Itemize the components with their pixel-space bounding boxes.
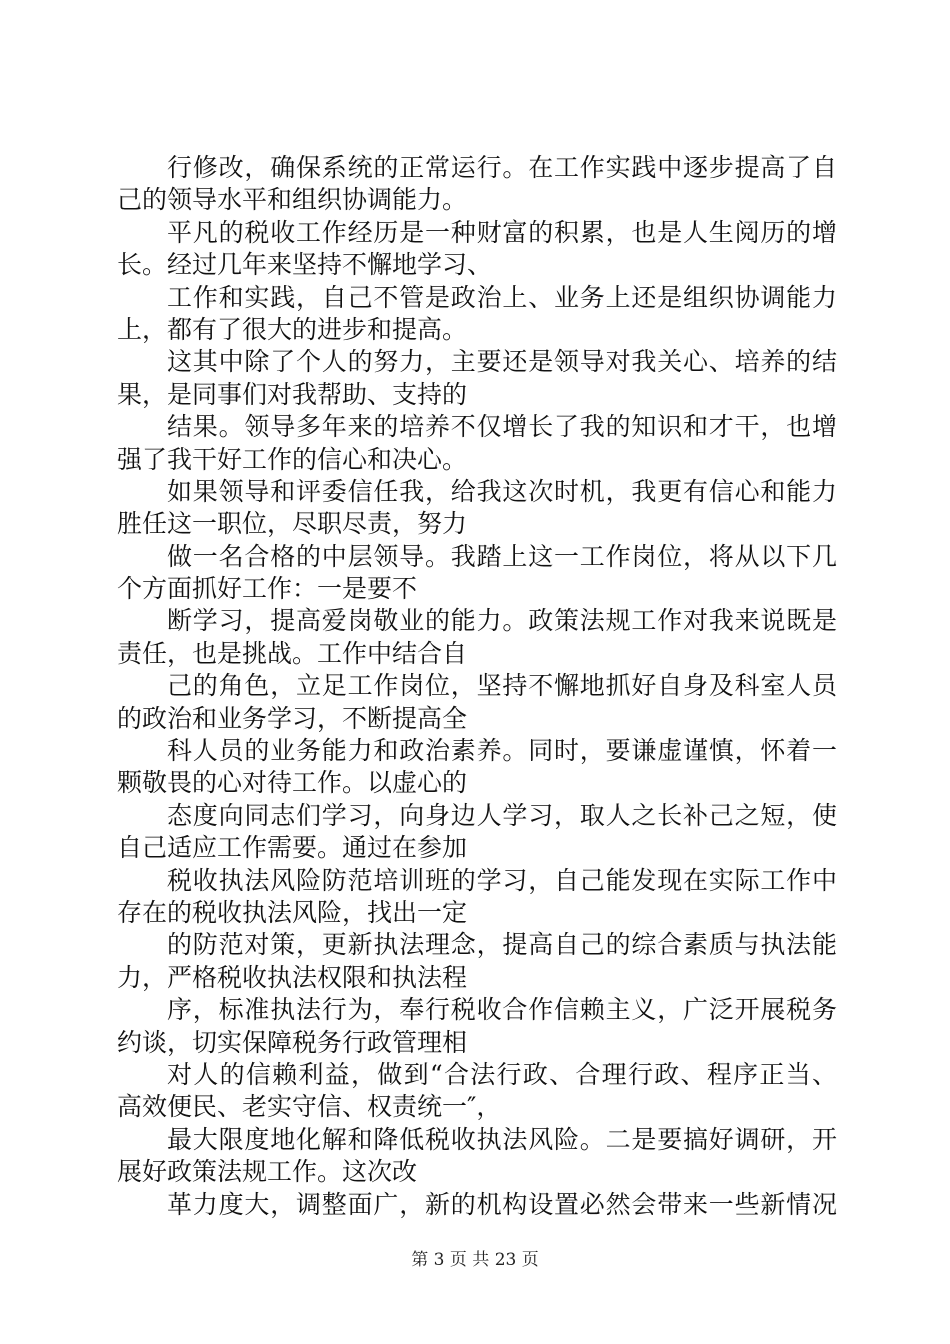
text-line: 的政治和业务学习，不断提高全	[117, 703, 468, 733]
text-line: 最大限度地化解和降低税收执法风险。二是要搞好调研，开	[167, 1124, 837, 1154]
text-line: 自己适应工作需要。通过在参加	[117, 833, 468, 863]
text-line: 态度向同志们学习，向身边人学习，取人之长补己之短，使	[167, 800, 837, 830]
text-line: 果，是同事们对我帮助、支持的	[117, 379, 468, 409]
text-line: 序，标准执法行为，奉行税收合作信赖主义，广泛开展税务	[167, 995, 837, 1025]
body-text	[117, 152, 837, 1221]
text-line: 的防范对策，更新执法理念，提高自己的综合素质与执法能	[167, 930, 837, 960]
text-line: 己的角色，立足工作岗位，坚持不懈地抓好自身及科室人员	[167, 671, 837, 701]
text-line: 力，严格税收执法权限和执法程	[117, 962, 468, 992]
text-line: 结果。领导多年来的培养不仅增长了我的知识和才干，也增	[167, 412, 837, 442]
text-line: 税收执法风险防范培训班的学习，自己能发现在实际工作中	[167, 865, 837, 895]
text-line: 平凡的税收工作经历是一种财富的积累，也是人生阅历的增	[167, 217, 837, 247]
text-line: 长。经过几年来坚持不懈地学习、	[117, 250, 493, 280]
text-line: 高效便民、老实守信、权责统一″，	[117, 1092, 502, 1122]
text-line: 对人的信赖利益，做到“合法行政、合理行政、程序正当、	[167, 1059, 837, 1089]
text-line: 断学习，提高爱岗敬业的能力。政策法规工作对我来说既是	[167, 606, 837, 636]
text-line: 这其中除了个人的努力，主要还是领导对我关心、培养的结	[167, 347, 837, 377]
text-line: 展好政策法规工作。这次改	[117, 1157, 418, 1187]
text-line: 革力度大，调整面广，新的机构设置必然会带来一些新情况	[167, 1189, 837, 1219]
text-line: 己的领导水平和组织协调能力。	[117, 185, 468, 215]
text-line: 如果领导和评委信任我，给我这次时机，我更有信心和能力	[167, 476, 837, 506]
text-line: 上，都有了很大的进步和提高。	[117, 314, 468, 344]
text-line: 行修改，确保系统的正常运行。在工作实践中逐步提高了自	[167, 153, 837, 182]
text-line: 胜任这一职位，尽职尽责，努力	[117, 509, 468, 539]
text-line: 存在的税收执法风险，找出一定	[117, 897, 468, 927]
text-line: 科人员的业务能力和政治素养。同时，要谦虚谨慎，怀着一	[167, 736, 837, 766]
page-number-footer: 第 3 页 共 23 页	[411, 1250, 539, 1270]
text-line: 强了我干好工作的信心和决心。	[117, 444, 468, 474]
text-line: 个方面抓好工作：一是要不	[117, 574, 418, 604]
text-line: 做一名合格的中层领导。我踏上这一工作岗位，将从以下几	[167, 541, 837, 571]
text-line: 工作和实践，自己不管是政治上、业务上还是组织协调能力	[167, 282, 837, 312]
text-line: 颗敬畏的心对待工作。以虚心的	[117, 768, 468, 798]
text-line: 责任，也是挑战。工作中结合自	[117, 638, 468, 668]
text-line: 约谈，切实保障税务行政管理相	[117, 1027, 468, 1057]
